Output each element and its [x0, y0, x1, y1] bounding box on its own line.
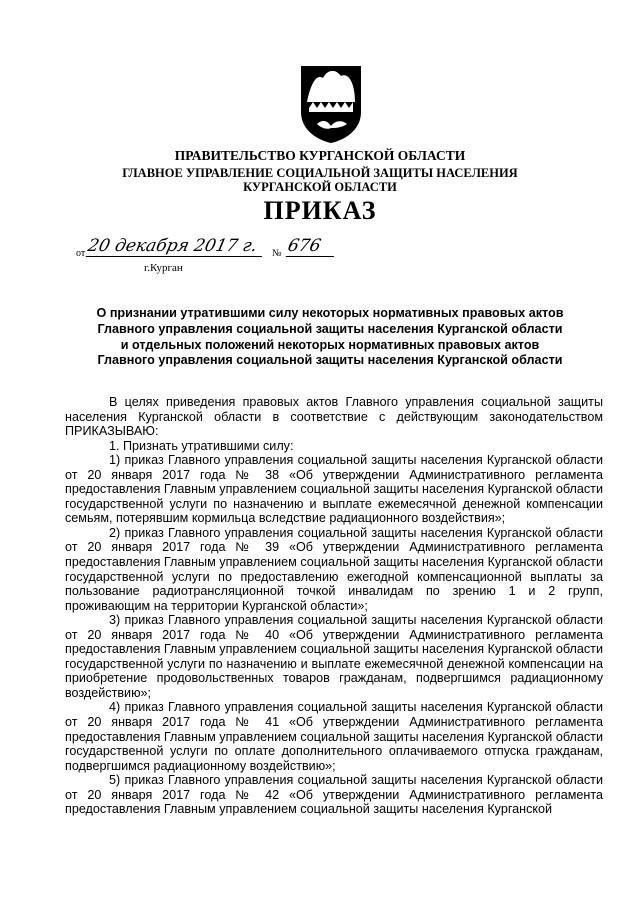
body-subitem-2: 2) приказ Главного управления социальной защиты населения Курганской области от 20 января 2017 года № 39 «Об утверждении Административного регламента предоставления Главным управлением социальной защиты населения Курганской области государственной услуги по предоставлению ежегодной компенсационной выплаты за пользование радиотрансляционной точкой инвалидам по зрению 1 и 2 групп, проживающим на территории Курганской области»;	[65, 525, 603, 613]
body-subitem-4: 4) приказ Главного управления социальной защиты населения Курганской области от 20 января 2017 года № 41 «Об утверждении Административного регламента предоставления Главным управлением социальной защиты населения Курганской области государственной услуги по оплате дополнительного оплачиваемого отпуска гражданам, подвергшимся радиационному воздействию»;	[65, 700, 603, 773]
subject-line: и отдельных положений некоторых нормативных правовых актов	[120, 337, 540, 352]
subject-line: Главного управления социальной защиты населения Курганской области	[97, 353, 563, 368]
body-subitem-5: 5) приказ Главного управления социальной защиты населения Курганской области от 20 января 2017 года № 42 «Об утверждении Административного регламента предоставления Главным управлением социальной защиты населения Курганской	[65, 773, 603, 817]
subject-line: Главного управления социальной защиты населения Курганской области	[97, 321, 563, 336]
document-date: 20 декабря 2017 г.	[86, 236, 266, 257]
body-subitem-3: 3) приказ Главного управления социальной защиты населения Курганской области от 20 января 2017 года № 40 «Об утверждении Административного регламента предоставления Главным управлением социальной защиты населения Курганской области государственной услуги по назначению и выплате ежемесячной денежной компенсации на приобретение продовольственных товаров гражданам, подвергшимся радиационному воздействию»;	[65, 613, 603, 700]
org-name-line-1: ПРАВИТЕЛЬСТВО КУРГАНСКОЙ ОБЛАСТИ	[174, 148, 466, 163]
city: г.Курган	[144, 262, 183, 274]
number-prefix: №	[272, 248, 282, 259]
document-number: 676	[286, 236, 338, 257]
coat-of-arms-icon	[299, 62, 363, 144]
body-intro: В целях приведения правовых актов Главного управления социальной защиты населения Курганской области в соответствие с действующим законодательством ПРИКАЗЫВАЮ:	[65, 395, 603, 439]
org-name-line-3: КУРГАНСКОЙ ОБЛАСТИ	[243, 180, 397, 194]
date-number-line	[76, 236, 376, 266]
body-item-1: 1. Признать утратившими силу:	[109, 438, 294, 453]
document-subject	[70, 306, 590, 369]
subject-line: О признании утратившими силу некоторых нормативных правовых актов	[96, 306, 564, 320]
body-subitem-1: 1) приказ Главного управления социальной защиты населения Курганской области от 20 января 2017 года № 38 «Об утверждении Административного регламента предоставления Главным управлением социальной защиты населения Курганской области государственной услуги по назначению и выплате ежемесячной денежной компенсации семьям, потерявшим кормильца вследствие радиационного воздействия»;	[65, 453, 603, 526]
document-type-title: ПРИКАЗ	[263, 196, 377, 225]
org-name-line-2: ГЛАВНОЕ УПРАВЛЕНИЕ СОЦИАЛЬНОЙ ЗАЩИТЫ НАСЕЛЕНИЯ	[122, 166, 518, 180]
date-prefix: от	[76, 248, 86, 259]
document-body	[65, 395, 603, 817]
